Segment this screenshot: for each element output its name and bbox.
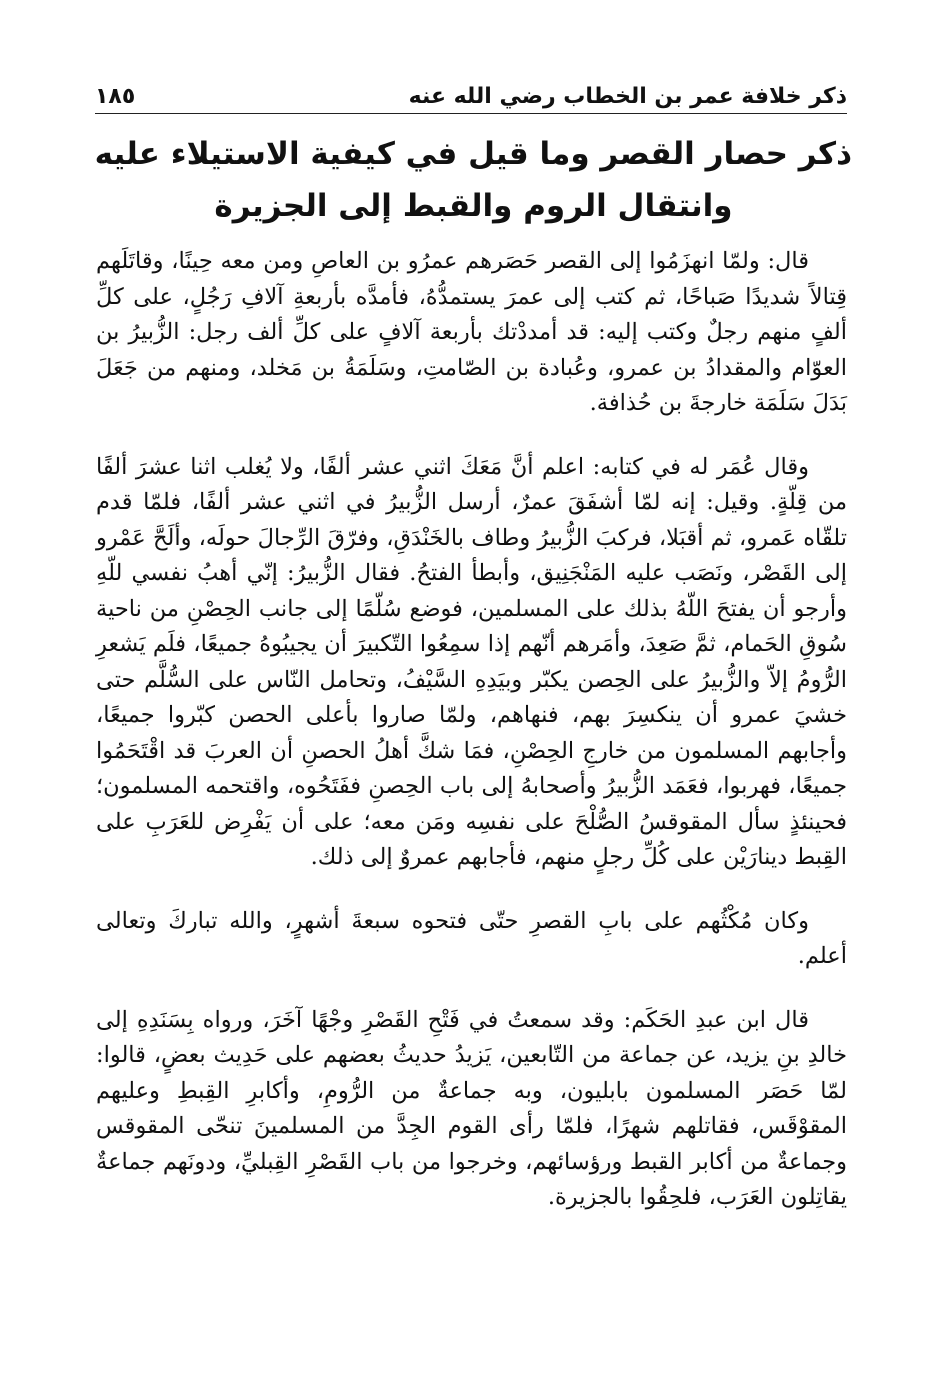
section-title bbox=[95, 128, 852, 232]
body-text bbox=[96, 244, 847, 1216]
paragraph-text: وكان مُكْثُهم على بابِ القصرِ حتّى فتحوه سبعةَ أشهرٍ، والله تباركَ وتعالى أعلم. bbox=[96, 907, 847, 969]
running-title: ذكر خلافة عمر بن الخطاب رضي الله عنه bbox=[408, 84, 847, 109]
paragraph-ibn-abd-al-hakam bbox=[96, 1003, 847, 1216]
paragraph-text: قال ابن عبدِ الحَكَم: وقد سمعتُ في فَتْحِ القَصْرِ وجْهًا آخَرَ، ورواه بِسَنَدِهِ إلى خالدِ بنِ يزيد، عن جماعة من التّابعين، يَزيدُ حديثُ بعضهم على حَدِيث بعضٍ، قالوا: لمّا حَصَر المسلمون بابليون، وبه جماعةٌ من الرُّومِ، وأكابرِ القِبطِ وعليهم المقوْقَس، فقاتلهم شهرًا، فلمّا رأى القوم الجِدَّ من المسلمينَ تنحّى المقوقس وجماعةٌ من أكابر القبط ورؤسائهم، وخرجوا من باب القَصْرِ القِبليِّ، ودونَهم جماعةٌ يقاتِلون العَرَب، فلحِقُوا بالجزيرة. bbox=[96, 1006, 847, 1210]
paragraph-text: قال: ولمّا انهزَمُوا إلى القصر حَصَرهم عمرُو بن العاصِ ومن معه حِينًا، وقاتَلَهم قِتالاً شديدًا صَباحًا، ثم كتب إلى عمرَ يستمدُّهُ، فأمدَّه بأربعةِ آلافِ رَجُلٍ، على كلِّ ألفٍ منهم رجلٌ وكتب إليه: قد أمددْتك بأربعة آلافٍ على كلِّ ألف رجل: الزُّبيرُ بن العوّام والمقدادُ بن عمرو، وعُبادة بن الصّامتِ، وسَلَمَةُ بن مَخلد، ومنهم من جَعَلَ بَدَلَ سَلَمَة خارجةَ بن حُذافة. bbox=[96, 248, 847, 416]
paragraph-zubayr bbox=[96, 450, 847, 876]
section-title-line-1: ذكر حصار القصر وما قيل في كيفية الاستيلاء عليه bbox=[94, 136, 852, 172]
section-title-line-2: وانتقال الروم والقبط إلى الجزيرة bbox=[214, 188, 733, 224]
paragraph-duration bbox=[96, 904, 847, 975]
page-number: ١٨٥ bbox=[95, 84, 136, 109]
paragraph-siege bbox=[96, 244, 847, 422]
running-header bbox=[95, 70, 847, 114]
paragraph-text: وقال عُمَر له في كتابه: اعلم أنَّ مَعَكَ اثني عشر ألفًا، ولا يُغلب اثنا عشرَ ألفًا من قِلّةٍ. وقيل: إنه لمّا أشفَقَ عمرٌ، أرسل الزُّبيرُ في اثني عشر ألفًا، فلمّا قدم تلقّاه عَمرو، ثم أقبَلا، فركبَ الزُّبيرُ وطاف بالخَنْدَقِ، وفرّقَ الرِّجالَ حولَه، وألَحَّ عَمْرو إلى القَصْر، ونَصَب عليه المَنْجَنِيق، وأبطأ الفتحُ. فقال الزُّبيرُ: إنّي أهبُ نفسي للّهِ وأرجو أن يفتحَ اللّهُ بذلك على المسلمين، فوضع سُلّمًا إلى جانب الحِصْنِ من ناحية سُوقِ الحَمام، ثمَّ صَعِدَ، وأمَرهم أنّهم إذا سمِعُوا التّكبيرَ أن يجيبُوهُ جميعًا، فلَم يَشعرِ الرُّومُ إلاّ والزُّبيرُ على الحِصن يكبّر وبيَدِهِ السَّيْفُ، وتحامل النّاس على السُّلَّم حتى خشيَ عمرو أن ينكسِرَ بهم، فنهاهم، ولمّا صاروا بأعلى الحصن كبّروا جميعًا، وأجابهم المسلمون من خارجِ الحِصْنِ، فمَا شكَّ أهلُ الحصنِ أن العربَ قد اقْتَحَمُوا جميعًا، فهربوا، فعَمَد الزُّبيرُ وأصحابهُ إلى باب الحِصنِ ففَتَحُوه، واقتحمه المسلمون؛ فحينئذٍ سأل المقوقسُ الصُّلْحَ على نفسِه ومَن معه؛ على أن يَفْرِض للعَرَبِ على القِبط دينارَيْن على كُلِّ رجلٍ منهم، فأجابهم عمروٌ إلى ذلك. bbox=[96, 453, 847, 870]
